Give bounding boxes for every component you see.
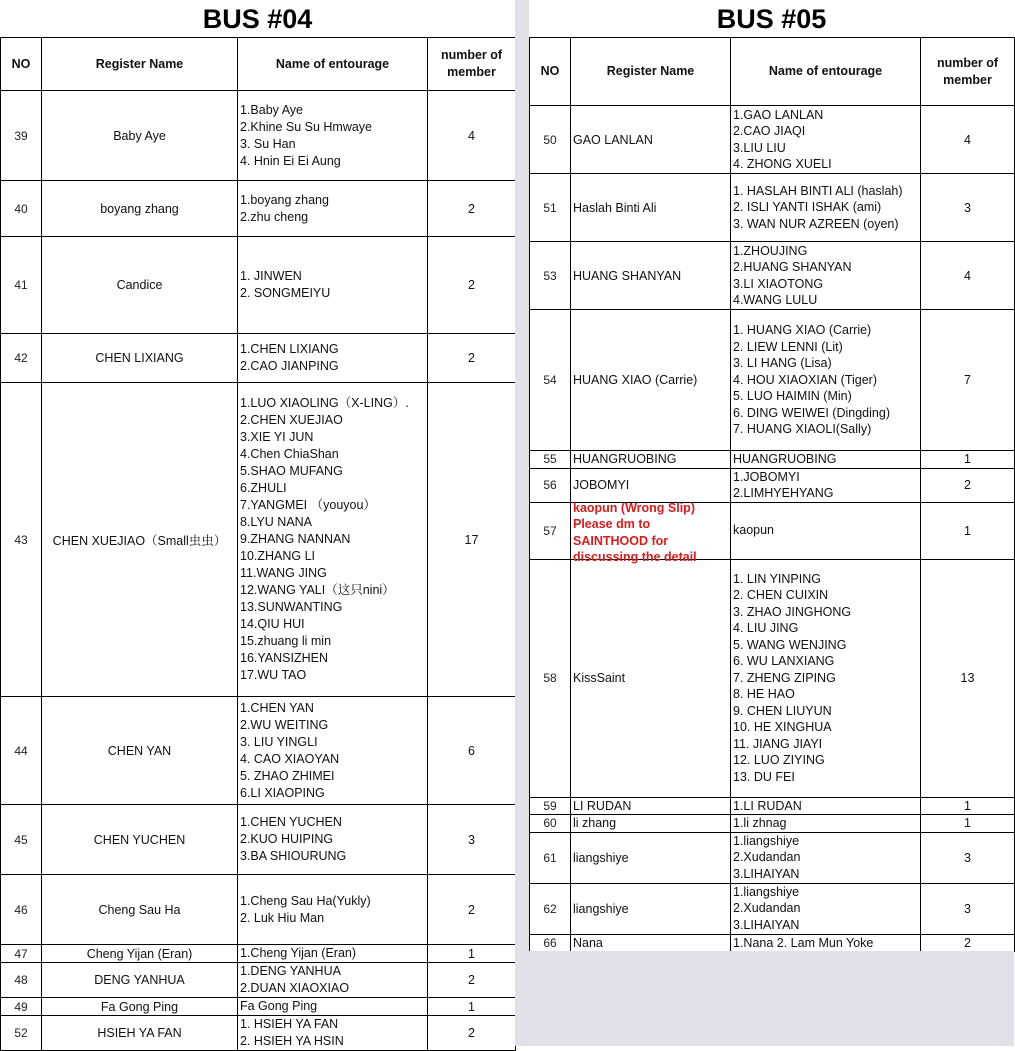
header-member-count: number of member	[921, 38, 1015, 106]
table-row	[530, 934, 1015, 952]
table-row	[530, 451, 1015, 469]
entourage-list	[731, 934, 921, 952]
register-name-text: Fa Gong Ping	[100, 999, 179, 1014]
entourage-list	[731, 451, 921, 469]
entourage-member: 14.QIU HUI	[240, 617, 305, 631]
entourage-list	[731, 242, 921, 310]
entourage-member: 3.LIHAIYAN	[733, 866, 800, 881]
register-name	[42, 875, 238, 945]
entourage-member: 7.YANGMEI （youyou）	[240, 498, 376, 512]
entourage-member: 6. WU LANXIANG	[733, 654, 835, 669]
entourage-list	[731, 832, 921, 883]
register-name	[571, 242, 731, 310]
entourage-member: 4.Chen ChiaShan	[240, 447, 339, 461]
entourage-member: 5. WANG WENJING	[733, 637, 847, 652]
entourage-member: 12. LUO ZIYING	[733, 753, 825, 768]
entourage-member: 1.GAO LANLAN	[733, 107, 824, 122]
entourage-list	[238, 91, 428, 181]
entourage-member: 13.SUNWANTING	[240, 600, 343, 614]
entourage-member: 4. CAO XIAOYAN	[240, 751, 340, 766]
entourage-member: 11.WANG JING	[240, 566, 327, 580]
member-count: 1	[428, 945, 516, 963]
table-row	[1, 697, 516, 805]
entourage-member: 5. ZHAO ZHIMEI	[240, 768, 335, 783]
register-name	[571, 559, 731, 797]
member-count: 13	[921, 559, 1015, 797]
entourage-member: 6. DING WEIWEI (Dingding)	[733, 405, 890, 420]
register-name	[571, 883, 731, 934]
table-row	[1, 334, 516, 383]
entourage-member: 2.Xudandan	[733, 901, 801, 916]
row-number: 50	[530, 106, 571, 174]
entourage-member: 8. HE HAO	[733, 687, 795, 702]
entourage-member: 1.JOBOMYI	[733, 469, 800, 484]
table-row	[530, 310, 1015, 451]
member-count: 2	[921, 468, 1015, 502]
entourage-member: 6.LI XIAOPING	[240, 785, 325, 800]
table-row	[1, 181, 516, 237]
entourage-member: 2. CHEN CUIXIN	[733, 588, 829, 603]
entourage-list	[238, 237, 428, 334]
header-no: NO	[530, 38, 571, 106]
register-name	[571, 310, 731, 451]
row-number: 57	[530, 502, 571, 559]
register-name	[42, 805, 238, 875]
header-register-name: Register Name	[42, 38, 238, 91]
member-count: 3	[921, 832, 1015, 883]
register-name-text: liangshiye	[573, 901, 629, 916]
table-row	[530, 174, 1015, 242]
register-name-text: boyang zhang	[100, 201, 179, 216]
entourage-member: 4. LIU JING	[733, 621, 799, 636]
member-count: 1	[921, 797, 1015, 815]
row-number: 49	[1, 998, 42, 1016]
member-count: 2	[428, 334, 516, 383]
entourage-list	[238, 697, 428, 805]
entourage-member: 2.CAO JIANPING	[240, 359, 339, 373]
entourage-member: 6.ZHULI	[240, 481, 287, 495]
table-row	[530, 106, 1015, 174]
entourage-member: 1. HUANG XIAO (Carrie)	[733, 323, 872, 338]
register-name-text: CHEN LIXIANG	[95, 351, 184, 365]
register-name-text: HUANGRUOBING	[573, 452, 677, 467]
entourage-member: 3. ZHAO JINGHONG	[733, 604, 852, 619]
member-count: 4	[921, 106, 1015, 174]
entourage-member: kaopun	[733, 523, 775, 538]
row-number: 54	[530, 310, 571, 451]
row-number: 51	[530, 174, 571, 242]
row-number: 45	[1, 805, 42, 875]
entourage-member: 11. JIANG JIAYI	[733, 736, 823, 751]
entourage-member: 13. DU FEI	[733, 769, 795, 784]
header-entourage: Name of entourage	[238, 38, 428, 91]
register-name	[42, 697, 238, 805]
row-number: 62	[530, 883, 571, 934]
table-header-row	[1, 38, 516, 91]
entourage-member: 2. HSIEH YA HSIN	[240, 1034, 344, 1048]
entourage-member: 3. Su Han	[240, 136, 296, 151]
register-name	[571, 174, 731, 242]
entourage-member: 1.DENG YANHUA	[240, 964, 341, 978]
member-count: 2	[428, 1016, 516, 1051]
entourage-member: 10.ZHANG LI	[240, 549, 316, 563]
entourage-member: 2.Khine Su Su Hmwaye	[240, 119, 373, 134]
register-name-text: JOBOMYI	[573, 478, 630, 492]
entourage-list	[238, 181, 428, 237]
entourage-member: 4. Hnin Ei Ei Aung	[240, 153, 341, 168]
entourage-member: 1.boyang zhang	[240, 192, 329, 207]
entourage-list	[731, 559, 921, 797]
entourage-member: 1.Baby Aye	[240, 102, 304, 117]
entourage-member: 2.DUAN XIAOXIAO	[240, 981, 350, 995]
row-number: 48	[1, 963, 42, 998]
entourage-list	[731, 502, 921, 559]
table-row	[1, 963, 516, 998]
register-name	[571, 451, 731, 469]
register-name-text: CHEN YAN	[107, 743, 172, 758]
register-name	[571, 934, 731, 952]
register-name	[571, 815, 731, 833]
register-name-text: KissSaint	[573, 671, 626, 685]
member-count: 1	[921, 502, 1015, 559]
member-count: 6	[428, 697, 516, 805]
entourage-member: 9.ZHANG NANNAN	[240, 532, 351, 546]
entourage-member: 2. SONGMEIYU	[240, 286, 331, 300]
register-name	[42, 181, 238, 237]
table-row	[530, 242, 1015, 310]
entourage-list	[731, 883, 921, 934]
table-row	[1, 998, 516, 1016]
register-name	[571, 797, 731, 815]
entourage-member: 4. HOU XIAOXIAN (Tiger)	[733, 372, 878, 387]
register-name	[571, 468, 731, 502]
table-row	[530, 832, 1015, 883]
entourage-list	[731, 174, 921, 242]
entourage-member: 1.liangshiye	[733, 884, 800, 899]
entourage-member: 4. ZHONG XUELI	[733, 157, 832, 171]
register-name-text: CHEN YUCHEN	[93, 832, 186, 847]
entourage-member: 1.liangshiye	[733, 833, 800, 848]
header-register-name: Register Name	[571, 38, 731, 106]
row-number: 42	[1, 334, 42, 383]
table-row	[1, 383, 516, 697]
register-name-text: CHEN XUEJIAO（Small虫虫）	[52, 533, 227, 548]
entourage-member: 2. Luk Hiu Man	[240, 910, 325, 925]
register-name	[42, 945, 238, 963]
register-name	[42, 237, 238, 334]
entourage-list	[238, 875, 428, 945]
row-number: 53	[530, 242, 571, 310]
entourage-list	[238, 945, 428, 963]
entourage-member: 1.CHEN YUCHEN	[240, 815, 342, 829]
table-row	[1, 945, 516, 963]
register-name-text: GAO LANLAN	[573, 132, 653, 147]
entourage-list	[731, 815, 921, 833]
register-name-text: HUANG SHANYAN	[573, 268, 682, 283]
entourage-member: 1. HASLAH BINTI ALI (haslah)	[733, 183, 903, 198]
entourage-member: 3. WAN NUR AZREEN (oyen)	[733, 216, 899, 231]
header-member-count: number of member	[428, 38, 516, 91]
table-row	[530, 815, 1015, 833]
table-row	[1, 237, 516, 334]
entourage-member: 2.zhu cheng	[240, 209, 309, 224]
table-row	[530, 883, 1015, 934]
entourage-member: 1. HSIEH YA FAN	[240, 1017, 339, 1031]
register-name	[571, 832, 731, 883]
header-entourage: Name of entourage	[731, 38, 921, 106]
member-count: 1	[428, 998, 516, 1016]
row-number: 56	[530, 468, 571, 502]
table-row	[1, 875, 516, 945]
entourage-list	[731, 106, 921, 174]
member-count: 4	[428, 91, 516, 181]
entourage-member: 1.LI RUDAN	[733, 798, 802, 813]
member-count: 3	[921, 174, 1015, 242]
entourage-member: 3. LI HANG (Lisa)	[733, 356, 832, 371]
entourage-member: 9. CHEN LIUYUN	[733, 703, 832, 718]
entourage-member: 3.LIHAIYAN	[733, 917, 800, 932]
row-number: 44	[1, 697, 42, 805]
register-name-text: Haslah Binti Ali	[573, 200, 657, 215]
table-row	[1, 1016, 516, 1051]
member-count: 1	[921, 815, 1015, 833]
bus04-title: BUS #04	[202, 4, 313, 34]
member-count: 17	[428, 383, 516, 697]
entourage-list	[238, 998, 428, 1016]
entourage-member: 3.XIE YI JUN	[240, 430, 314, 444]
table-row	[530, 559, 1015, 797]
entourage-member: 2.HUANG SHANYAN	[733, 260, 852, 274]
entourage-member: 1.ZHOUJING	[733, 243, 808, 258]
table-row	[530, 468, 1015, 502]
member-count: 2	[921, 934, 1015, 952]
row-number: 52	[1, 1016, 42, 1051]
entourage-list	[238, 805, 428, 875]
register-name-text: Baby Aye	[113, 128, 166, 143]
entourage-list	[238, 963, 428, 998]
row-number: 39	[1, 91, 42, 181]
bus05-panel	[529, 0, 1014, 1046]
register-name-text: HUANG XIAO (Carrie)	[573, 373, 698, 387]
row-number: 59	[530, 797, 571, 815]
entourage-member: 5. LUO HAIMIN (Min)	[733, 389, 852, 404]
entourage-member: 2.CAO JIAQI	[733, 124, 806, 138]
entourage-member: 1.LUO XIAOLING（X-LING）.	[240, 396, 409, 410]
entourage-member: 10. HE XINGHUA	[733, 720, 832, 735]
entourage-member: 1.CHEN YAN	[240, 700, 314, 715]
register-name	[571, 106, 731, 174]
register-name-text: HSIEH YA FAN	[97, 1026, 182, 1040]
entourage-member: 7. HUANG XIAOLI(Sally)	[733, 422, 872, 437]
table-header-row	[530, 38, 1015, 106]
entourage-member: 12.WANG YALI（这只nini）	[240, 583, 395, 597]
member-count: 2	[428, 963, 516, 998]
bus04-table	[0, 37, 516, 1051]
register-name-text: LI RUDAN	[573, 798, 632, 813]
register-name	[42, 383, 238, 697]
row-number: 60	[530, 815, 571, 833]
register-name-text: Cheng Sau Ha	[98, 902, 181, 917]
entourage-member: 16.YANSIZHEN	[240, 651, 328, 665]
member-count: 1	[921, 451, 1015, 469]
member-count: 3	[428, 805, 516, 875]
entourage-list	[731, 468, 921, 502]
row-number: 61	[530, 832, 571, 883]
empty-area	[529, 951, 1014, 1046]
entourage-member: 1. JINWEN	[240, 269, 302, 283]
table-row	[530, 502, 1015, 559]
register-name-text: Candice	[116, 278, 163, 292]
register-name	[42, 998, 238, 1016]
entourage-member: 2.CHEN XUEJIAO	[240, 413, 343, 427]
header-no: NO	[1, 38, 42, 91]
bus05-table	[529, 37, 1015, 952]
entourage-member: 4.WANG LULU	[733, 293, 818, 307]
member-count: 3	[921, 883, 1015, 934]
entourage-member: 1.li zhnag	[733, 816, 787, 830]
member-count: 2	[428, 237, 516, 334]
register-name	[42, 91, 238, 181]
register-name-text: li zhang	[573, 816, 617, 831]
member-count: 2	[428, 875, 516, 945]
register-name-text: liangshiye	[573, 850, 629, 865]
table-row	[530, 797, 1015, 815]
register-name-text: Cheng Yijan (Eran)	[86, 946, 193, 961]
row-number: 41	[1, 237, 42, 334]
entourage-member: 7. ZHENG ZIPING	[733, 670, 836, 685]
entourage-member: 3.BA SHIOURUNG	[240, 849, 347, 863]
bus05-title: BUS #05	[716, 4, 827, 34]
member-count: 4	[921, 242, 1015, 310]
entourage-member: 8.LYU NANA	[240, 515, 313, 529]
entourage-member: 5.SHAO MUFANG	[240, 464, 343, 478]
entourage-member: Fa Gong Ping	[240, 999, 318, 1013]
wrong-slip-notice: kaopun (Wrong Slip) Please dm to SAINTHOOD for discussing the detail	[573, 500, 697, 564]
entourage-member: 15.zhuang li min	[240, 634, 332, 648]
panel-divider	[515, 0, 529, 1046]
member-count: 2	[428, 181, 516, 237]
entourage-member: 3.LI XIAOTONG	[733, 276, 824, 291]
bus05-table-body	[530, 106, 1015, 952]
row-number: 40	[1, 181, 42, 237]
entourage-member: 2.WU WEITING	[240, 717, 329, 732]
table-row	[1, 91, 516, 181]
entourage-member: 3. LIU YINGLI	[240, 734, 318, 749]
entourage-member: 3.LIU LIU	[733, 140, 786, 155]
entourage-member: 1.CHEN LIXIANG	[240, 342, 339, 356]
entourage-member: 1. LIN YINPING	[733, 571, 821, 586]
entourage-member: 2.Xudandan	[733, 850, 801, 865]
bus04-table-body	[1, 91, 516, 1051]
register-name	[571, 500, 731, 564]
entourage-member: 2. ISLI YANTI ISHAK (ami)	[733, 200, 882, 215]
row-number: 58	[530, 559, 571, 797]
member-count: 7	[921, 310, 1015, 451]
entourage-member: 1.Cheng Sau Ha(Yukly)	[240, 893, 371, 908]
entourage-list	[731, 310, 921, 451]
row-number: 43	[1, 383, 42, 697]
register-name	[42, 1016, 238, 1051]
entourage-list	[238, 334, 428, 383]
row-number: 46	[1, 875, 42, 945]
table-row	[1, 805, 516, 875]
register-name-text: DENG YANHUA	[94, 973, 185, 987]
register-name	[42, 963, 238, 998]
row-number: 66	[530, 934, 571, 952]
entourage-member: 2. LIEW LENNI (Lit)	[733, 339, 843, 354]
entourage-member: 2.LIMHYEHYANG	[733, 486, 834, 500]
entourage-member: 1.Nana 2. Lam Mun Yoke	[733, 935, 874, 950]
entourage-member: 17.WU TAO	[240, 668, 307, 682]
entourage-member: 2.KUO HUIPING	[240, 832, 334, 846]
entourage-list	[731, 797, 921, 815]
register-name	[42, 334, 238, 383]
entourage-list	[238, 1016, 428, 1051]
row-number: 47	[1, 945, 42, 963]
entourage-member: HUANGRUOBING	[733, 452, 837, 466]
entourage-member: 1.Cheng Yijan (Eran)	[240, 946, 357, 960]
entourage-list	[238, 383, 428, 697]
register-name-text: Nana	[573, 935, 603, 950]
row-number: 55	[530, 451, 571, 469]
